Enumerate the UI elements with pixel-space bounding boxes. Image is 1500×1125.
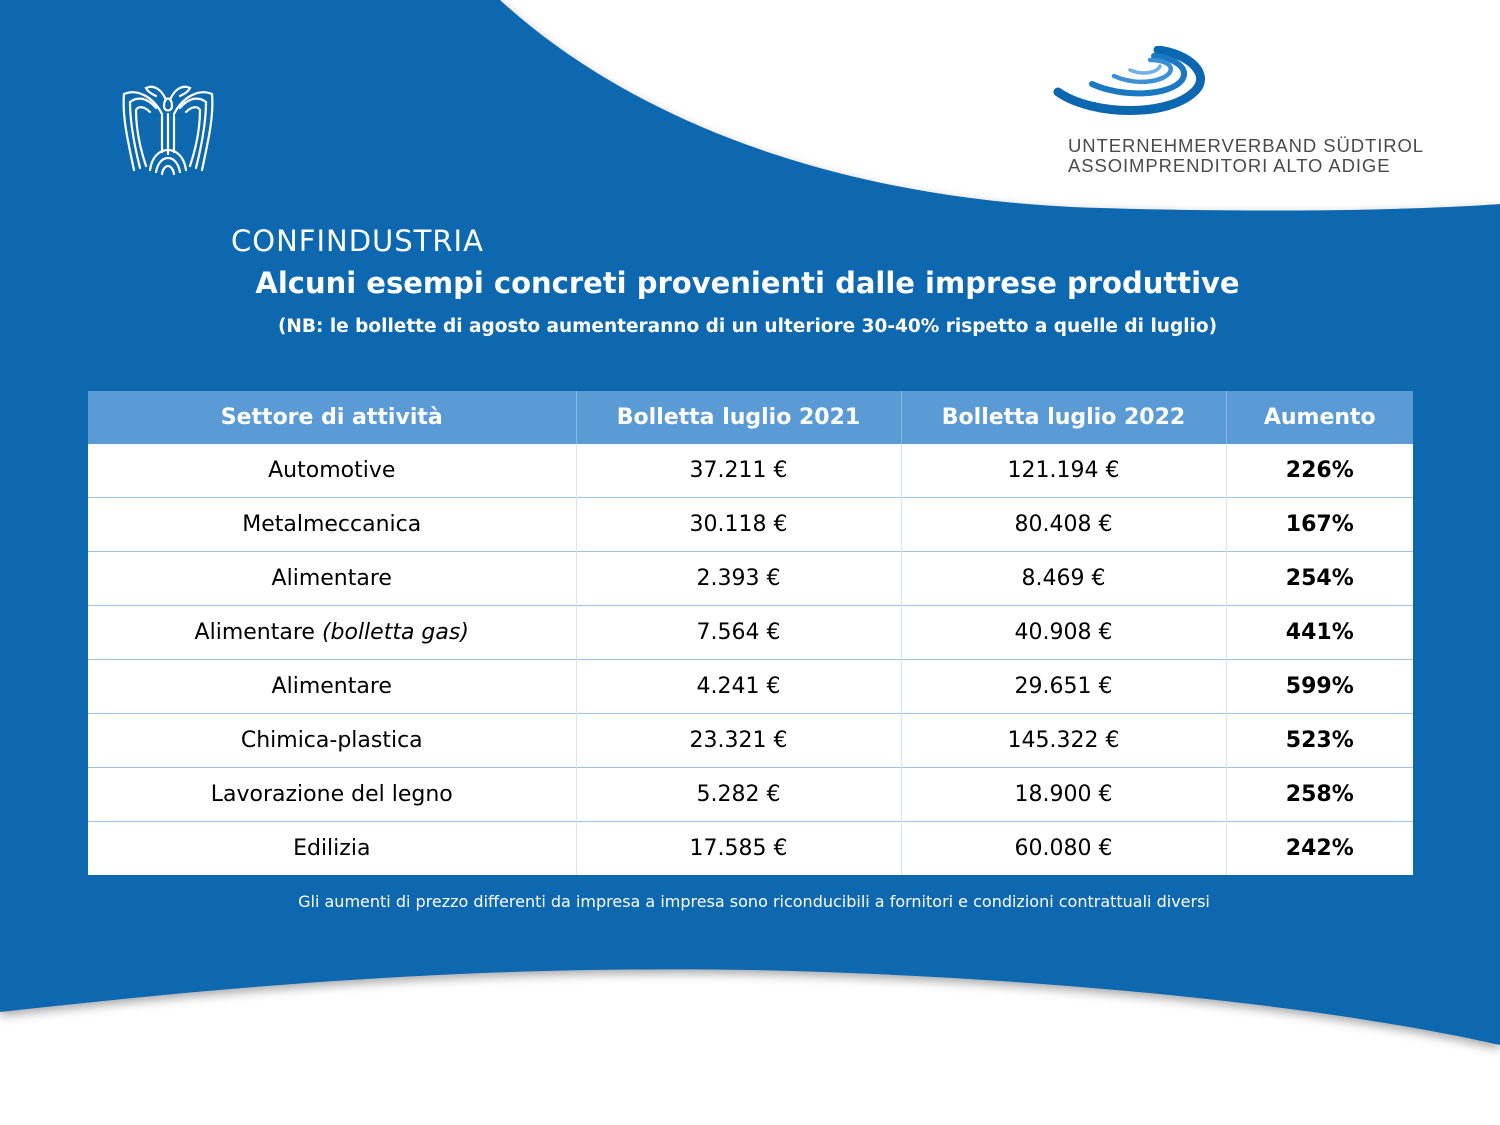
bill-2022-cell: 8.469 € [901, 552, 1226, 606]
increase-cell: 254% [1226, 552, 1413, 606]
bill-2022-cell: 29.651 € [901, 660, 1226, 714]
increase-cell: 441% [1226, 606, 1413, 660]
bill-2021-cell: 2.393 € [576, 552, 901, 606]
sector-label: Automotive [268, 458, 396, 483]
sector-cell [88, 714, 576, 768]
column-header-bill-2021: Bolletta luglio 2021 [576, 391, 901, 444]
column-header-bill-2022: Bolletta luglio 2022 [901, 391, 1226, 444]
table-header-row [88, 391, 1413, 444]
bill-2022-cell: 18.900 € [901, 768, 1226, 822]
sector-cell [88, 822, 576, 876]
eagle-icon [118, 82, 218, 178]
increase-cell: 167% [1226, 498, 1413, 552]
sector-cell [88, 660, 576, 714]
table-row [88, 444, 1413, 498]
bill-2022-cell: 121.194 € [901, 444, 1226, 498]
column-header-increase: Aumento [1226, 391, 1413, 444]
bill-2022-cell: 145.322 € [901, 714, 1226, 768]
bill-2022-cell: 60.080 € [901, 822, 1226, 876]
assoimprenditori-logo [1068, 136, 1424, 176]
sector-note: (bolletta gas) [321, 620, 469, 645]
bill-2021-cell: 30.118 € [576, 498, 901, 552]
increase-cell: 599% [1226, 660, 1413, 714]
increase-cell: 226% [1226, 444, 1413, 498]
sector-label: Chimica-plastica [240, 728, 423, 753]
confindustria-name: CONFINDUSTRIA [231, 224, 484, 258]
table-row [88, 714, 1413, 768]
confindustria-logo [118, 82, 498, 258]
table-row [88, 498, 1413, 552]
increase-cell: 242% [1226, 822, 1413, 876]
bill-2021-cell: 7.564 € [576, 606, 901, 660]
table-row [88, 768, 1413, 822]
sector-label: Alimentare [194, 620, 315, 645]
sector-label: Lavorazione del legno [210, 782, 453, 807]
bill-2021-cell: 4.241 € [576, 660, 901, 714]
sector-cell [88, 498, 576, 552]
bill-2021-cell: 23.321 € [576, 714, 901, 768]
logo-line-german: UNTERNEHMERVERBAND SÜDTIROL [1068, 135, 1424, 156]
table-row [88, 552, 1413, 606]
page-title: Alcuni esempi concreti provenienti dalle imprese produttive [255, 266, 1240, 300]
bill-2022-cell: 40.908 € [901, 606, 1226, 660]
sector-cell [88, 444, 576, 498]
sector-label: Alimentare [271, 674, 392, 699]
logo-line-italian: ASSOIMPRENDITORI ALTO ADIGE [1068, 155, 1391, 176]
sector-label: Edilizia [293, 836, 371, 861]
bill-2022-cell: 80.408 € [901, 498, 1226, 552]
sector-cell [88, 606, 576, 660]
bill-2021-cell: 17.585 € [576, 822, 901, 876]
energy-bills-table [88, 391, 1413, 875]
footnote: Gli aumenti di prezzo differenti da impresa a impresa sono riconducibili a fornitori e condizioni contrattuali diversi [298, 892, 1210, 911]
sector-label: Alimentare [271, 566, 392, 591]
increase-cell: 523% [1226, 714, 1413, 768]
page-subtitle: (NB: le bollette di agosto aumenteranno di un ulteriore 30-40% rispetto a quelle di luglio) [277, 316, 1218, 337]
table-row [88, 606, 1413, 660]
bill-2021-cell: 37.211 € [576, 444, 901, 498]
table-row [88, 822, 1413, 876]
table-row [88, 660, 1413, 714]
bill-2021-cell: 5.282 € [576, 768, 901, 822]
sector-cell [88, 768, 576, 822]
swoosh-icon [1052, 46, 1207, 120]
sector-cell [88, 552, 576, 606]
increase-cell: 258% [1226, 768, 1413, 822]
sector-label: Metalmeccanica [242, 512, 422, 537]
column-header-sector: Settore di attività [88, 391, 576, 444]
